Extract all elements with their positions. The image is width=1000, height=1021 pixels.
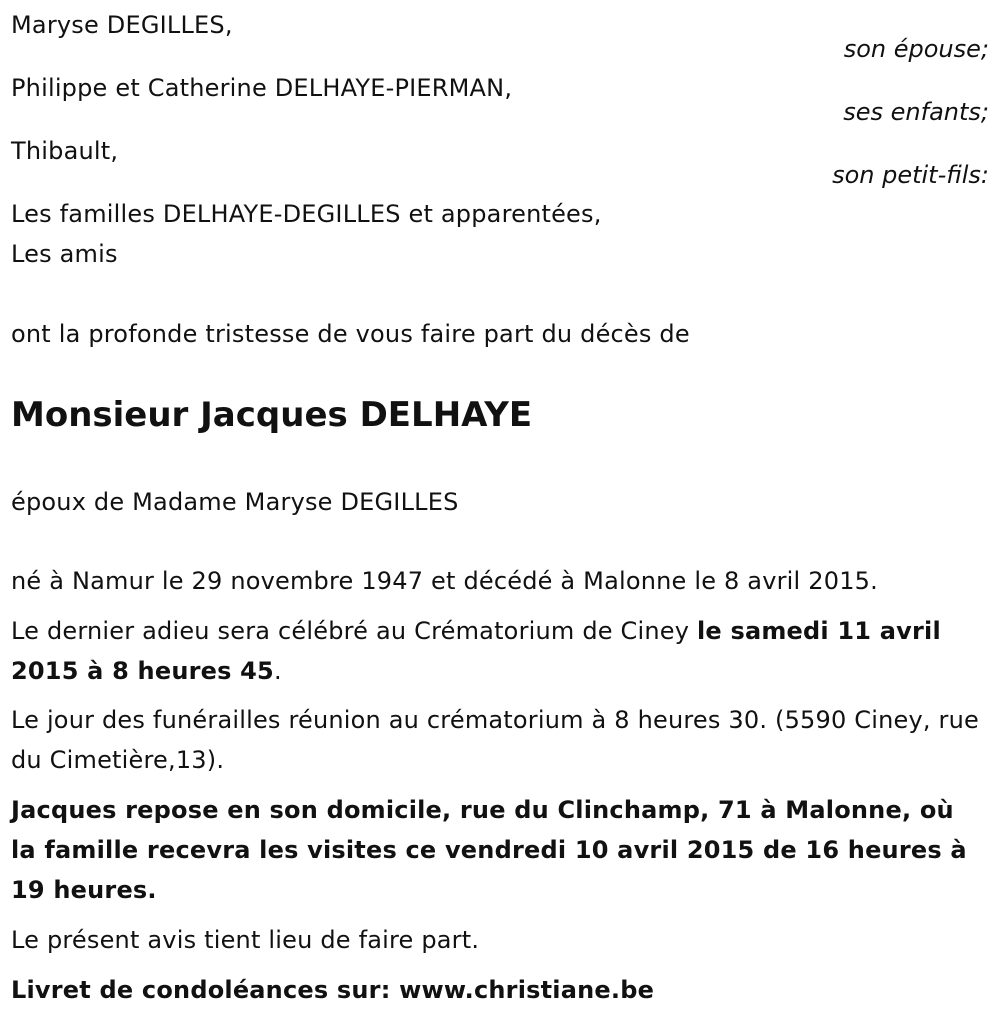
spouse-name: Maryse DEGILLES, — [11, 11, 233, 39]
ceremony-date: le samedi 11 avril 2015 à 8 heures 45 — [11, 617, 941, 685]
ceremony-end: . — [273, 657, 282, 685]
children-names: Philippe et Catherine DELHAYE-PIERMAN, — [11, 74, 513, 102]
grandchild-name: Thibault, — [11, 137, 119, 165]
birth-death-info: né à Namur le 29 novembre 1947 et décédé à Malonne le 8 avril 2015. — [11, 567, 878, 595]
children-role: ses enfants; — [843, 98, 989, 126]
spouse-of: époux de Madame Maryse DEGILLES — [11, 488, 459, 516]
deceased-name: Monsieur Jacques DELHAYE — [11, 395, 533, 435]
friends: Les amis — [11, 240, 118, 268]
spouse-role: son épouse; — [843, 35, 989, 63]
notice-text: Le présent avis tient lieu de faire part. — [11, 926, 480, 954]
grandchild-role: son petit-fils: — [832, 161, 989, 189]
announcement-text: ont la profonde tristesse de vous faire part du décès de — [11, 320, 690, 348]
ceremony-text: Le dernier adieu sera célébré au Crématorium de Ciney — [11, 617, 697, 645]
visitation-info: Jacques repose en son domicile, rue du Clinchamp, 71 à Malonne, où la famille recevra les visites ce vendredi 10 avril 2015 de 16 heures à 19 heures. — [11, 796, 967, 904]
extended-families: Les familles DELHAYE-DEGILLES et apparentées, — [11, 200, 602, 228]
gathering-info: Le jour des funérailles réunion au crématorium à 8 heures 30. (5590 Ciney, rue du Cimetière,13). — [11, 706, 979, 774]
ceremony-info — [11, 611, 986, 691]
condolences-link[interactable]: Livret de condoléances sur: www.christiane.be — [11, 976, 655, 1004]
